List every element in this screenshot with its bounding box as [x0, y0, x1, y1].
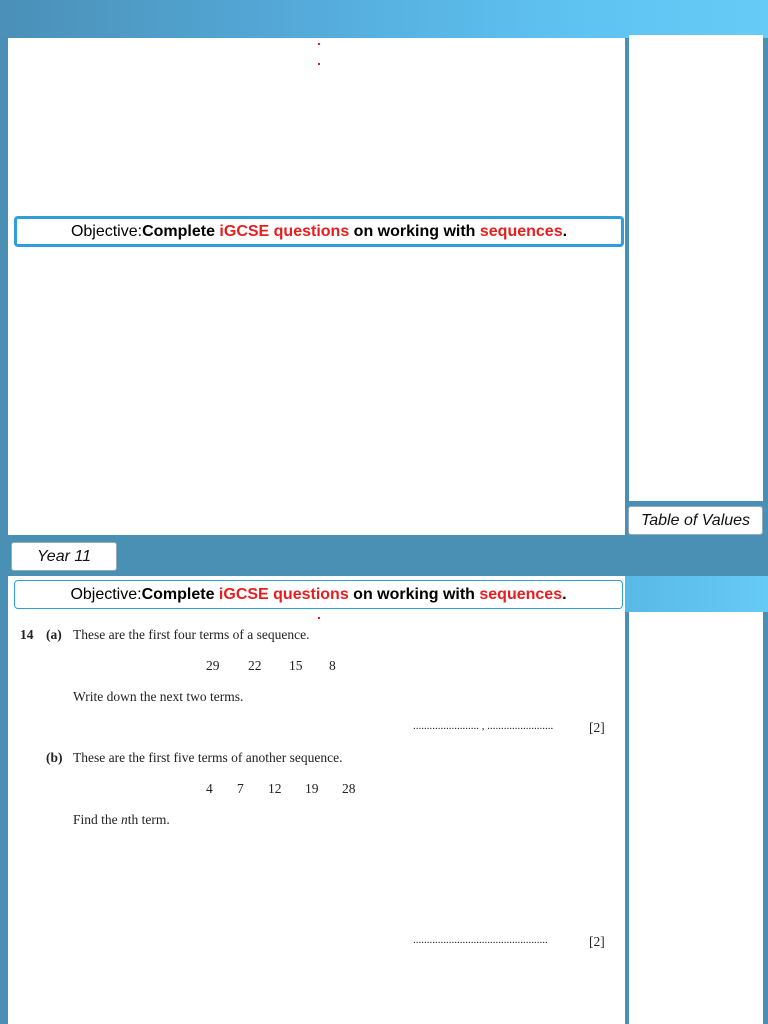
part-a-marks: [2] [589, 720, 605, 735]
year-label: Year 11 [11, 542, 117, 571]
sequence-term: 15 [289, 658, 303, 673]
part-a-answer-line[interactable]: ........................ , ........................ [413, 720, 554, 732]
objective-highlight-sequences: sequences [479, 585, 563, 603]
objective-part1: Complete [142, 222, 220, 240]
top-banner [0, 0, 768, 38]
red-dot-marker [318, 617, 320, 619]
objective-part2: on working with [348, 585, 480, 603]
part-b-instruction-n: n [121, 812, 128, 827]
red-dot-marker [318, 63, 320, 65]
question-number: 14 [20, 627, 34, 642]
objective-highlight-sequences: sequences [479, 222, 563, 240]
objective-highlight-igcse: iGCSE questions [219, 222, 350, 240]
table-of-values-label: Table of Values [628, 506, 763, 535]
objective-part1: Complete [141, 585, 219, 603]
slide2-content-area [8, 576, 625, 1024]
slide2-side-panel [629, 612, 763, 1024]
part-b-terms [206, 781, 366, 799]
objective-banner-2 [14, 580, 623, 609]
part-b-instruction [73, 812, 170, 828]
part-b-instruction-post: th term. [127, 812, 170, 827]
sequence-term: 8 [329, 658, 336, 673]
sequence-term: 29 [206, 658, 220, 673]
part-b-label: (b) [46, 750, 63, 765]
objective-part2: on working with [349, 222, 480, 240]
objective-prefix: Objective: [70, 585, 142, 603]
sequence-term: 7 [237, 781, 244, 796]
divider-gradient [620, 576, 768, 612]
sequence-term: 4 [206, 781, 213, 796]
objective-banner [14, 216, 624, 247]
part-a-label: (a) [46, 627, 62, 642]
slide1-side-panel [629, 35, 763, 501]
sequence-term: 22 [248, 658, 262, 673]
part-b-answer-line[interactable]: ................................................. [413, 934, 548, 946]
sequence-term: 19 [305, 781, 319, 796]
part-b-marks: [2] [589, 934, 605, 949]
part-a-terms [206, 658, 356, 676]
objective-prefix: Objective: [70, 222, 143, 240]
part-b-text: These are the first five terms of another sequence. [73, 750, 343, 765]
part-a-text: These are the first four terms of a sequence. [73, 627, 310, 642]
objective-suffix: . [562, 585, 567, 603]
sequence-term: 28 [342, 781, 356, 796]
objective-highlight-igcse: iGCSE questions [218, 585, 349, 603]
part-a-instruction: Write down the next two terms. [73, 689, 244, 704]
red-dot-marker [318, 43, 320, 45]
slide1-content-area [8, 38, 625, 535]
part-b-instruction-pre: Find the [73, 812, 122, 827]
sequence-term: 12 [268, 781, 282, 796]
objective-suffix: . [562, 222, 568, 240]
